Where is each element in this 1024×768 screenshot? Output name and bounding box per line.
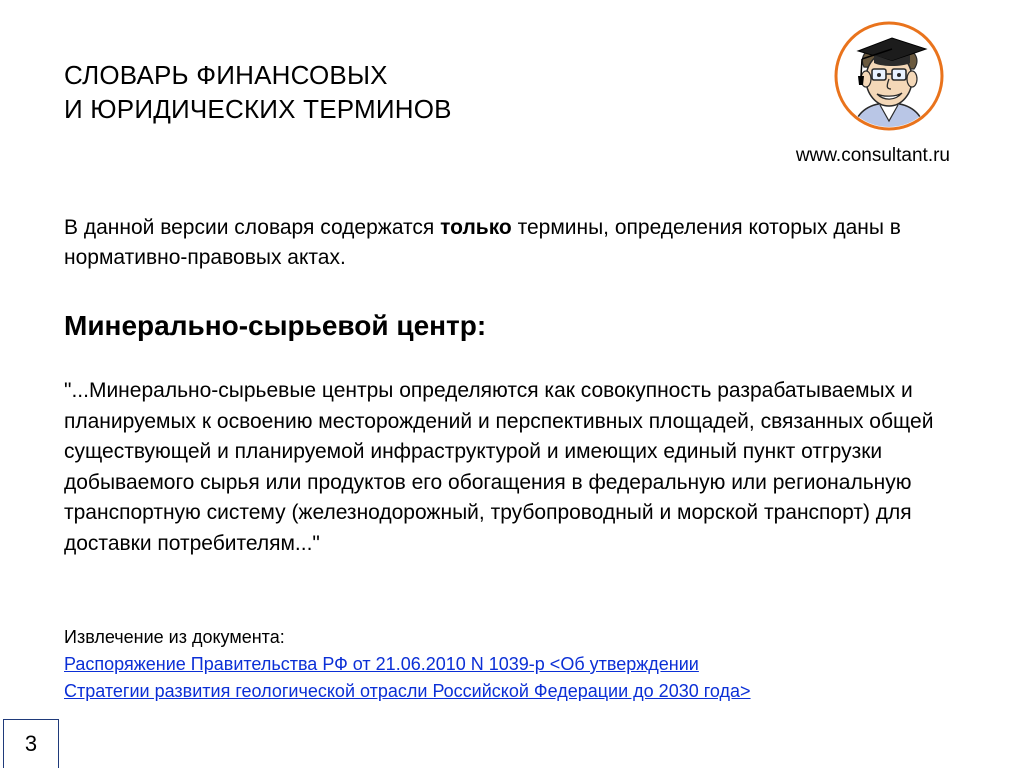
source-label: Извлечение из документа: (64, 627, 285, 647)
term-heading: Минерально-сырьевой центр: (64, 310, 487, 341)
source-link-line-1[interactable]: Распоряжение Правительства РФ от 21.06.2010 N 1039-р <Об утверждении (64, 654, 699, 674)
intro-text (64, 213, 944, 273)
title-line-1: СЛОВАРЬ ФИНАНСОВЫХ (64, 60, 388, 90)
website-link[interactable]: www.consultant.ru (795, 145, 950, 166)
professor-caricature-icon (834, 21, 944, 131)
intro-text-start: В данной версии словаря содержатся (64, 216, 441, 239)
term-definition: "...Минерально-сырьевые центры определяются как совокупность разрабатываемых и планируемых к освоению месторождений и перспективных площадей, связанных общей существующей и планируемой инфраструктурой и имеющих единый пункт отгрузки добываемого сырья или продуктов его обогащения в федеральную или региональную транспортную систему (железнодорожный, трубопроводный и морской транспорт) для доставки потребителям..." (64, 379, 934, 555)
page-number: 3 (3, 719, 59, 768)
source-document-link[interactable] (64, 651, 964, 705)
intro-text-end: термины, определения которых даны в нормативно-правовых актах. (64, 216, 901, 269)
page-title (64, 58, 784, 126)
intro-text-bold: только (440, 216, 512, 239)
source-link-line-2[interactable]: Стратегии развития геологической отрасли Российской Федерации до 2030 года> (64, 681, 751, 701)
title-line-2: И ЮРИДИЧЕСКИХ ТЕРМИНОВ (64, 94, 452, 124)
